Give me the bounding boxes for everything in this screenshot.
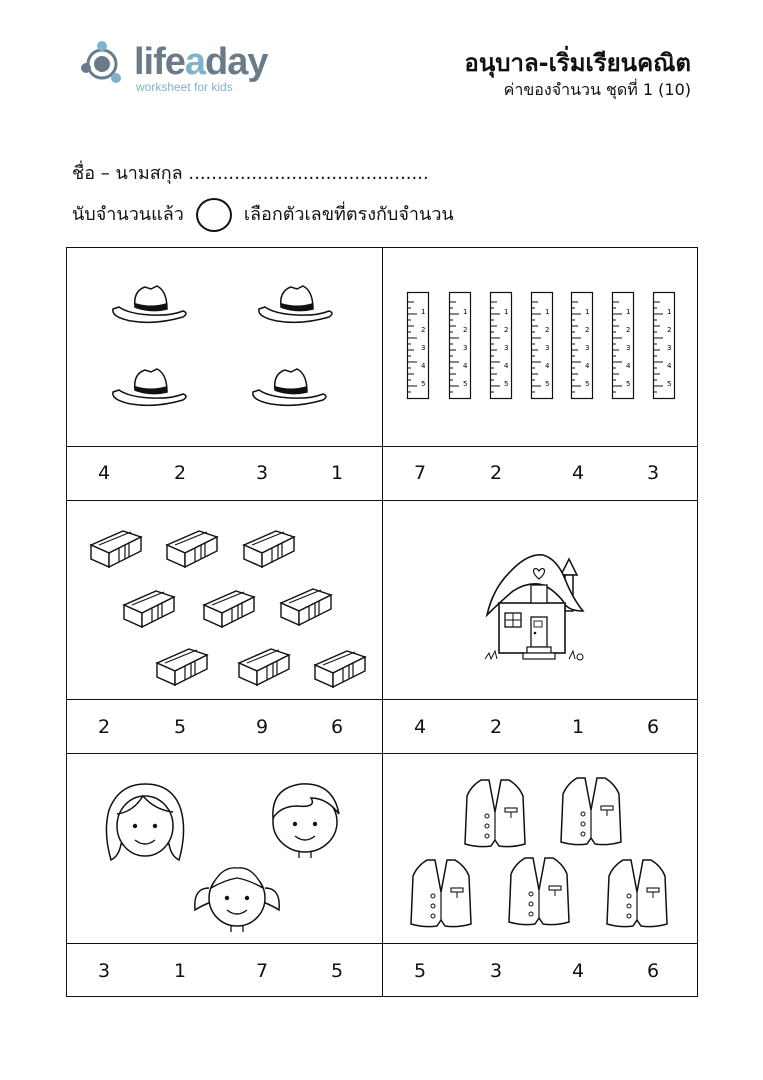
choice-number[interactable]: 5 (413, 960, 427, 982)
choice-number[interactable]: 9 (255, 716, 269, 738)
eraser-icon (202, 583, 256, 629)
item-2-picture: 1 2 3 4 5 (383, 248, 698, 446)
choice-number[interactable]: 1 (173, 960, 187, 982)
boy-face-icon (267, 778, 343, 858)
choice-number[interactable]: 2 (489, 716, 503, 738)
choice-number[interactable]: 5 (173, 716, 187, 738)
eraser-icon (165, 523, 219, 569)
eraser-icon (313, 643, 367, 689)
hat-icon (257, 283, 333, 327)
choice-number[interactable]: 4 (97, 462, 111, 484)
choice-number[interactable]: 7 (413, 462, 427, 484)
vest-icon (463, 778, 527, 850)
item-5-picture (67, 754, 382, 943)
hat-icon (111, 366, 187, 410)
eraser-icon (122, 583, 176, 629)
girl-pigtails-face-icon (191, 858, 283, 932)
choice-number[interactable]: 3 (646, 462, 660, 484)
choice-number[interactable]: 3 (489, 960, 503, 982)
worksheet-grid (66, 247, 698, 997)
eraser-icon (155, 641, 209, 687)
choice-number[interactable]: 1 (330, 462, 344, 484)
ruler-icon (531, 292, 553, 399)
choice-number[interactable]: 4 (571, 960, 585, 982)
house-icon (483, 549, 587, 665)
vest-icon (507, 856, 571, 928)
item-1-picture (67, 248, 382, 446)
choice-number[interactable]: 3 (97, 960, 111, 982)
choice-number[interactable]: 1 (571, 716, 585, 738)
item-4-choices (383, 700, 698, 753)
vest-icon (605, 858, 669, 930)
ruler-icon (407, 292, 429, 399)
item-2-choices (383, 446, 698, 500)
vest-icon (409, 858, 473, 930)
logo (80, 38, 300, 98)
ruler-icon (449, 292, 471, 399)
instruction (72, 198, 454, 232)
girl-face-icon (103, 782, 187, 864)
ruler-icon (490, 292, 512, 399)
choice-number[interactable]: 6 (646, 960, 660, 982)
ruler-icon (571, 292, 593, 399)
vest-icon (559, 776, 623, 848)
eraser-icon (279, 581, 333, 627)
name-field-line[interactable]: ชื่อ – นามสกุล .......................................... (72, 163, 429, 184)
item-6-picture (383, 754, 698, 943)
page-subtitle: ค่าของจำนวน ชุดที่ 1 (10) (503, 80, 691, 99)
logo-wordmark: lifeaday (134, 41, 268, 83)
instruction-after: เลือกตัวเลขที่ตรงกับจำนวน (243, 204, 454, 225)
logo-mark-icon (80, 38, 132, 90)
choice-number[interactable]: 2 (489, 462, 503, 484)
choice-number[interactable]: 2 (97, 716, 111, 738)
choice-number[interactable]: 2 (173, 462, 187, 484)
item-5-choices (67, 944, 382, 996)
hat-icon (111, 283, 187, 327)
logo-tagline: worksheet for kids (136, 80, 233, 94)
circle-example-icon (196, 198, 232, 232)
choice-number[interactable]: 6 (646, 716, 660, 738)
item-3-choices (67, 700, 382, 753)
choice-number[interactable]: 4 (413, 716, 427, 738)
item-6-choices (383, 944, 698, 996)
item-1-choices (67, 446, 382, 500)
ruler-icon (653, 292, 675, 399)
item-4-picture (383, 501, 698, 699)
instruction-before: นับจำนวนแล้ว (72, 204, 184, 225)
choice-number[interactable]: 4 (571, 462, 585, 484)
eraser-icon (237, 641, 291, 687)
hat-icon (251, 366, 327, 410)
choice-number[interactable]: 6 (330, 716, 344, 738)
choice-number[interactable]: 5 (330, 960, 344, 982)
choice-number[interactable]: 7 (255, 960, 269, 982)
ruler-icon (612, 292, 634, 399)
choice-number[interactable]: 3 (255, 462, 269, 484)
eraser-icon (89, 523, 143, 569)
page-title: อนุบาล-เริ่มเรียนคณิต (464, 49, 691, 77)
eraser-icon (242, 523, 296, 569)
item-3-picture (67, 501, 382, 699)
